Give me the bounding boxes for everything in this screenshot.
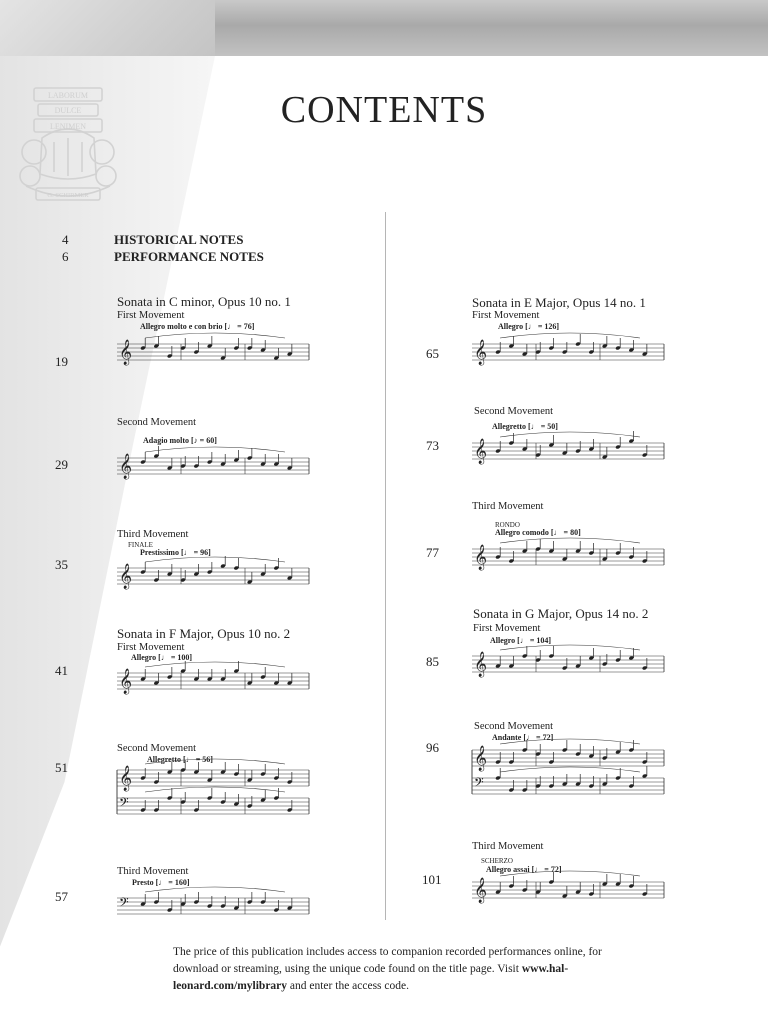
- footer-note: [173, 944, 603, 995]
- music-excerpt: [115, 882, 315, 922]
- page-number: 51: [55, 760, 68, 775]
- movement-title: Second Movement: [117, 417, 197, 428]
- footer-text-end: and enter the access code.: [287, 980, 409, 992]
- page-number: 65: [426, 346, 439, 361]
- page-number: 96: [426, 740, 439, 755]
- movement-title: First Movement: [472, 310, 540, 321]
- seal-text-2: DULCE: [54, 106, 82, 115]
- movement-title: First Movement: [473, 623, 541, 634]
- movement-title: Second Movement: [117, 743, 197, 754]
- footer-text: The price of this publication includes access to companion recorded performances online, for download or streaming, using the unique code found on the title page. Visit: [173, 946, 602, 975]
- sonata-title: Sonata in G Major, Opus 14 no. 2: [473, 606, 649, 621]
- svg-text:𝄢: 𝄢: [474, 775, 484, 793]
- tempo-marking: Allegro [♩ = 100]: [131, 653, 193, 662]
- svg-text:𝄞: 𝄞: [474, 652, 488, 677]
- page-number: 101: [422, 872, 442, 887]
- svg-text:𝄞: 𝄞: [474, 878, 488, 903]
- svg-text:𝄞: 𝄞: [474, 545, 488, 570]
- movement-title: Third Movement: [472, 841, 544, 852]
- svg-text:𝄢: 𝄢: [119, 795, 129, 813]
- header-band-highlight: [0, 0, 215, 56]
- tempo-marking: Prestissimo [♩ = 96]: [140, 548, 211, 557]
- seal-text-3: LENIMEN: [50, 122, 86, 131]
- svg-text:𝄞: 𝄞: [119, 766, 133, 791]
- music-excerpt: [470, 738, 670, 804]
- page-number: 73: [426, 438, 439, 453]
- page-number: 35: [55, 557, 68, 572]
- contents-entry-title: HISTORICAL NOTES: [114, 232, 244, 247]
- movement-title: Third Movement: [117, 529, 189, 540]
- page-number: 85: [426, 654, 439, 669]
- tempo-marking: Allegretto [♩ = 56]: [147, 755, 213, 764]
- footer-link[interactable]: www.hal-leonard.com/mylibrary: [173, 963, 569, 992]
- movement-label: SCHERZO: [481, 857, 513, 865]
- tempo-marking: Allegro molto e con brio [♩ = 76]: [140, 322, 255, 331]
- movement-title: Third Movement: [117, 866, 189, 877]
- page-number: 19: [55, 354, 68, 369]
- svg-text:𝄞: 𝄞: [119, 564, 133, 589]
- sonata-title: Sonata in E Major, Opus 14 no. 1: [472, 295, 646, 310]
- svg-text:𝄞: 𝄞: [119, 669, 133, 694]
- page-number: 6: [62, 249, 69, 264]
- svg-text:𝄞: 𝄞: [474, 439, 488, 464]
- music-excerpt: [470, 866, 670, 911]
- tempo-marking: Allegretto [♩ = 50]: [492, 422, 558, 431]
- movement-title: First Movement: [117, 642, 185, 653]
- seal-text-1: LABORUM: [47, 91, 89, 100]
- sonata-title: Sonata in F Major, Opus 10 no. 2: [117, 626, 291, 641]
- movement-label: RONDO: [495, 521, 520, 529]
- music-excerpt: [470, 640, 670, 685]
- svg-text:𝄞: 𝄞: [474, 746, 488, 771]
- movement-title: Second Movement: [474, 721, 554, 732]
- svg-text:𝄞: 𝄞: [474, 340, 488, 365]
- page-number: 57: [55, 889, 68, 904]
- page-number: 29: [55, 457, 68, 472]
- page-number: 77: [426, 545, 439, 560]
- movement-title: First Movement: [117, 310, 185, 321]
- tempo-marking: Allegro assai [♩ = 72]: [486, 865, 562, 874]
- music-excerpt: [115, 758, 315, 824]
- music-excerpt: [470, 533, 670, 578]
- tempo-marking: Allegro comodo [♩ = 80]: [495, 528, 581, 537]
- tempo-marking: Allegro [♩ = 126]: [498, 322, 560, 331]
- column-divider: [385, 212, 386, 920]
- svg-text:𝄢: 𝄢: [119, 895, 129, 913]
- tempo-marking: Allegro [♩ = 104]: [490, 636, 552, 645]
- music-excerpt: [470, 328, 670, 373]
- contents-entry-title: PERFORMANCE NOTES: [114, 249, 264, 264]
- movement-title: Third Movement: [472, 501, 544, 512]
- sonata-title: Sonata in C minor, Opus 10 no. 1: [117, 294, 291, 309]
- music-excerpt: [115, 657, 315, 707]
- music-excerpt: [115, 552, 315, 592]
- tempo-marking: Presto [♩ = 160]: [132, 878, 190, 887]
- svg-text:𝄞: 𝄞: [119, 340, 133, 365]
- svg-text:𝄞: 𝄞: [119, 454, 133, 479]
- tempo-marking: Andante [♩ = 72]: [492, 733, 554, 742]
- page-number: 4: [62, 232, 69, 247]
- music-excerpt: [115, 442, 315, 492]
- movement-title: Second Movement: [474, 406, 554, 417]
- seal-text-4: G. SCHIRMER: [47, 192, 89, 199]
- music-excerpt: [115, 328, 315, 378]
- page-title: CONTENTS: [280, 89, 488, 131]
- tempo-marking: Adagio molto [♪ = 60]: [143, 436, 217, 445]
- movement-label: FINALE: [128, 541, 153, 549]
- music-excerpt: [470, 427, 670, 472]
- page-number: 41: [55, 663, 68, 678]
